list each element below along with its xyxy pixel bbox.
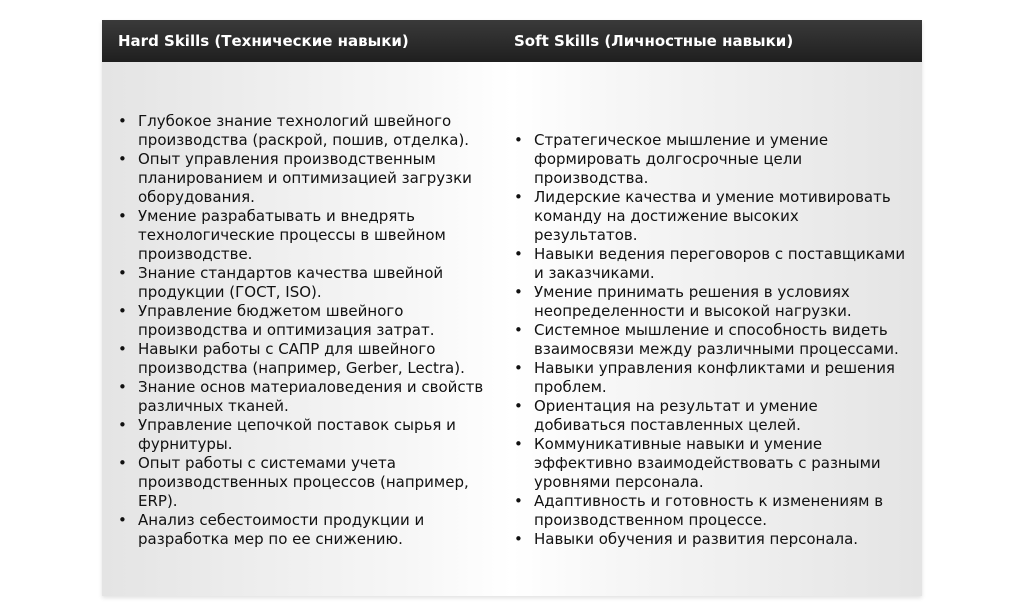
soft-skill-text: Адаптивность и готовность к изменениям в производственном процессе. xyxy=(534,492,884,529)
hard-skill-text: Знание стандартов качества швейной продукции (ГОСТ, ISO). xyxy=(138,264,444,301)
bullet-icon: • xyxy=(514,359,523,377)
soft-skill-text: Навыки ведения переговоров с поставщиками и заказчиками. xyxy=(534,245,906,282)
list-item xyxy=(118,264,488,302)
hard-skill-text: Умение разрабатывать и внедрять технологические процессы в швейном производстве. xyxy=(138,207,446,263)
soft-skill-text: Умение принимать решения в условиях неопределенности и высокой нагрузки. xyxy=(534,283,852,320)
list-item xyxy=(118,302,488,340)
soft-skill-text: Навыки обучения и развития персонала. xyxy=(534,530,859,548)
hard-skill-text: Опыт работы с системами учета производственных процессов (например, ERP). xyxy=(138,454,469,510)
bullet-icon: • xyxy=(514,188,523,206)
soft-skills-list xyxy=(514,131,906,549)
list-item xyxy=(118,207,488,264)
list-item xyxy=(514,188,906,245)
list-item xyxy=(118,340,488,378)
hard-skills-list xyxy=(118,112,488,549)
soft-skill-text: Ориентация на результат и умение добиваться поставленных целей. xyxy=(534,397,818,434)
hard-skill-text: Глубокое знание технологий швейного производства (раскрой, пошив, отделка). xyxy=(138,112,470,149)
bullet-icon: • xyxy=(514,131,523,149)
list-item xyxy=(514,397,906,435)
hard-skill-text: Навыки работы с САПР для швейного производства (например, Gerber, Lectra). xyxy=(138,340,465,377)
list-item xyxy=(514,245,906,283)
bullet-icon: • xyxy=(514,530,523,548)
bullet-icon: • xyxy=(514,435,523,453)
list-item xyxy=(118,112,488,150)
soft-skills-header: Soft Skills (Личностные навыки) xyxy=(514,32,794,50)
list-item xyxy=(514,435,906,492)
list-item xyxy=(514,359,906,397)
bullet-icon: • xyxy=(514,492,523,510)
skills-table xyxy=(102,20,922,596)
bullet-icon: • xyxy=(118,511,127,529)
bullet-icon: • xyxy=(118,150,127,168)
list-item xyxy=(118,511,488,549)
hard-skill-text: Анализ себестоимости продукции и разработка мер по ее снижению. xyxy=(138,511,425,548)
list-item xyxy=(514,321,906,359)
hard-skills-header: Hard Skills (Технические навыки) xyxy=(118,32,409,50)
bullet-icon: • xyxy=(118,302,127,320)
soft-skill-text: Системное мышление и способность видеть взаимосвязи между различными процессами. xyxy=(534,321,899,358)
list-item xyxy=(118,378,488,416)
bullet-icon: • xyxy=(514,321,523,339)
list-item xyxy=(118,150,488,207)
bullet-icon: • xyxy=(514,245,523,263)
list-item xyxy=(118,416,488,454)
list-item xyxy=(118,454,488,511)
soft-skill-text: Лидерские качества и умение мотивировать команду на достижение высоких результатов. xyxy=(534,188,891,244)
bullet-icon: • xyxy=(118,416,127,434)
soft-skill-text: Навыки управления конфликтами и решения проблем. xyxy=(534,359,895,396)
table-header xyxy=(102,20,922,62)
hard-skill-text: Опыт управления производственным планированием и оптимизацией загрузки оборудования. xyxy=(138,150,472,206)
soft-skill-text: Стратегическое мышление и умение формировать долгосрочные цели производства. xyxy=(534,131,829,187)
bullet-icon: • xyxy=(514,283,523,301)
hard-skill-text: Знание основ материаловедения и свойств различных тканей. xyxy=(138,378,484,415)
list-item xyxy=(514,131,906,188)
soft-skill-text: Коммуникативные навыки и умение эффективно взаимодействовать с разными уровнями персонала. xyxy=(534,435,881,491)
bullet-icon: • xyxy=(118,454,127,472)
hard-skill-text: Управление цепочкой поставок сырья и фурнитуры. xyxy=(138,416,456,453)
hard-skill-text: Управление бюджетом швейного производства и оптимизация затрат. xyxy=(138,302,435,339)
bullet-icon: • xyxy=(118,264,127,282)
list-item xyxy=(514,492,906,530)
bullet-icon: • xyxy=(514,397,523,415)
table-body xyxy=(102,62,922,596)
list-item xyxy=(514,283,906,321)
bullet-icon: • xyxy=(118,112,127,130)
bullet-icon: • xyxy=(118,378,127,396)
bullet-icon: • xyxy=(118,340,127,358)
list-item xyxy=(514,530,906,549)
bullet-icon: • xyxy=(118,207,127,225)
